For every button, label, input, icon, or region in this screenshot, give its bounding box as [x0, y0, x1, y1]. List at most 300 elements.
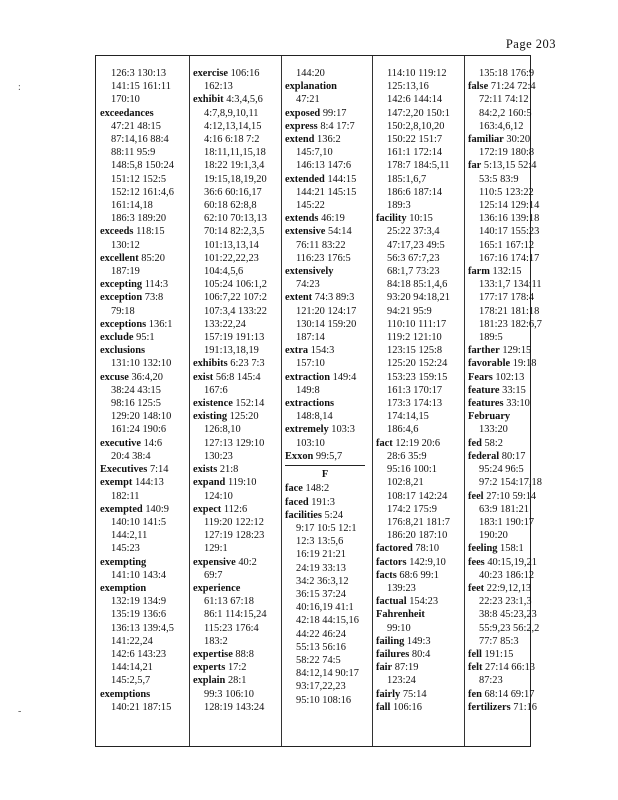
index-term: extremely [285, 424, 329, 436]
index-entry-continuation [376, 225, 450, 238]
page-line-refs: 174:14,15 [387, 411, 429, 423]
page-line-refs: 87:23 [479, 675, 503, 687]
page-line-refs: 191:3 [311, 496, 335, 508]
page-line-refs: 142:6 144:14 [387, 94, 443, 106]
index-term: felt [468, 662, 483, 674]
index-entry-continuation [468, 503, 542, 516]
page-line-refs: 85:20 [141, 252, 165, 264]
index-column-4 [376, 67, 450, 714]
page-line-refs: 17:2 [227, 662, 247, 674]
page-line-refs: 114:10 119:12 [387, 68, 447, 79]
page-line-refs: 47:21 [296, 94, 320, 106]
index-entry [100, 371, 174, 384]
page-line-refs: 5:24 [324, 509, 344, 521]
index-entry [100, 344, 174, 357]
page-line-refs: 191:15 [484, 648, 514, 660]
page-line-refs: 12:3 13:5,6 [296, 536, 344, 548]
index-entry-continuation [376, 331, 450, 344]
page-line-refs: 123:15 125:8 [387, 345, 443, 357]
page-line-refs: 130:12 [111, 239, 140, 251]
page-line-refs: 181:23 182:6,7 [479, 318, 542, 330]
index-entry [193, 476, 267, 489]
page-line-refs: 53:5 83:9 [479, 173, 519, 185]
index-entry [376, 648, 450, 661]
page-line-refs: 133:20 [479, 424, 508, 436]
index-entry [376, 212, 450, 225]
index-entry-continuation [285, 437, 365, 450]
index-entry-continuation [285, 93, 365, 106]
index-entry-continuation [100, 80, 174, 93]
page-line-refs: 141:10 143:4 [111, 569, 167, 581]
index-entry-continuation [100, 635, 174, 648]
page-line-refs: 112:6 [223, 503, 248, 515]
index-term: favorable [468, 358, 511, 370]
page-line-refs: 76:11 83:22 [296, 239, 346, 251]
index-term: exist [193, 371, 214, 383]
page-number: Page 203 [505, 37, 556, 51]
page-line-refs: 148:5,8 150:24 [111, 160, 174, 172]
page-line-refs: 84:2,2 160:5 [479, 107, 532, 119]
page-line-refs: 106:16 [230, 68, 260, 79]
index-entry-continuation [376, 199, 450, 212]
index-entry [468, 371, 542, 384]
index-entry-continuation [193, 318, 267, 331]
index-entry-continuation [285, 159, 365, 172]
index-entry-continuation [193, 516, 267, 529]
page-line-refs: 131:10 132:10 [111, 358, 172, 370]
page-line-refs: 119:2 121:10 [387, 332, 442, 344]
page-line-refs: 144:14,21 [111, 662, 153, 674]
index-term: fen [468, 688, 482, 700]
page-line-refs: 157:19 191:13 [204, 332, 265, 344]
page-line-refs: 186:3 189:20 [111, 213, 167, 225]
index-term: existence [193, 398, 233, 410]
page-line-refs: 153:23 159:15 [387, 371, 448, 383]
page-line-refs: 62:10 70:13,13 [204, 213, 267, 225]
page-line-refs: 93:17,22,23 [296, 681, 346, 693]
page-line-refs: 19:18 [512, 358, 537, 370]
page-line-refs: 161:3 170:17 [387, 384, 443, 396]
index-entry-continuation [193, 252, 267, 265]
index-entry-continuation [376, 186, 450, 199]
index-column-5 [468, 67, 542, 714]
index-entry [100, 556, 174, 569]
page-line-refs: 135:19 136:6 [111, 609, 167, 621]
index-entry-continuation [285, 331, 365, 344]
index-entry-continuation [100, 67, 174, 80]
index-term: factual [376, 596, 407, 608]
index-entry-continuation [193, 265, 267, 278]
index-entry-continuation [285, 318, 365, 331]
index-entry-continuation [376, 357, 450, 370]
page-line-refs: 182:11 [111, 490, 140, 502]
index-entry-continuation [100, 674, 174, 687]
index-term: familiar [468, 134, 504, 146]
index-entry-continuation [376, 93, 450, 106]
index-entry-continuation [100, 542, 174, 555]
page-line-refs: 145:22 [296, 200, 325, 212]
page-line-refs: 78:10 [415, 543, 440, 555]
page-line-refs: 140:21 187:15 [111, 701, 172, 713]
page-line-refs: 70:14 82:2,3,5 [204, 226, 265, 238]
page-line-refs: 136:16 139:18 [479, 213, 540, 225]
page-line-refs: 56:3 67:7,23 [387, 252, 440, 264]
index-entry [376, 661, 450, 674]
page-line-refs: 189:5 [479, 332, 503, 344]
index-entry-continuation [376, 397, 450, 410]
page-line-refs: 75:14 [402, 688, 427, 700]
index-entry [100, 291, 174, 304]
index-term: exposed [285, 107, 321, 119]
page-line-refs: 86:1 114:15,24 [204, 609, 267, 621]
index-term: far [468, 160, 482, 172]
index-entry [285, 344, 365, 357]
page-line-refs: 99:3 106:10 [204, 688, 254, 700]
index-term: explain [193, 675, 226, 687]
page-line-refs: 177:17 178:4 [479, 292, 535, 304]
index-term: Exxon [285, 450, 314, 462]
index-entry-continuation [468, 225, 542, 238]
index-term: fall [376, 701, 391, 713]
page-line-refs: 77:7 85:3 [479, 635, 519, 647]
index-entry-continuation [193, 278, 267, 291]
index-term: Fears [468, 371, 493, 383]
page-line-refs: 145:2,5,7 [111, 675, 151, 687]
index-term: expect [193, 503, 222, 515]
page-line-refs: 158:1 [500, 543, 524, 555]
index-entry-continuation [468, 199, 542, 212]
index-term: exception [100, 292, 143, 304]
page-line-refs: 102:8,21 [387, 477, 424, 489]
page-line-refs: 80:4 [411, 648, 431, 660]
index-entry-continuation [285, 186, 365, 199]
index-entry-continuation [468, 476, 542, 489]
index-entry-continuation [468, 107, 542, 120]
index-entry-continuation [285, 628, 365, 641]
index-term: extra [285, 345, 309, 357]
page-line-refs: 34:2 36:3,12 [296, 575, 349, 587]
index-term: facilities [285, 509, 322, 521]
index-term: face [285, 483, 303, 495]
index-entry-continuation [468, 278, 542, 291]
page-line-refs: 172:19 180:8 [479, 147, 535, 159]
index-term: features [468, 398, 504, 410]
index-entry [468, 384, 542, 397]
page-line-refs: 18:22 19:1,3,4 [204, 160, 265, 172]
index-term: expand [193, 477, 226, 489]
page-line-refs: 33:10 [506, 398, 530, 410]
index-entry-continuation [193, 80, 267, 93]
page-line-refs: 102:13 [495, 371, 525, 383]
page-line-refs: 173:3 174:13 [387, 398, 443, 410]
index-entry [193, 357, 267, 370]
margin-mark: : [18, 82, 21, 93]
index-entry [285, 291, 365, 304]
page-line-refs: 4:7,8,9,10,11 [204, 107, 259, 119]
index-term: failures [376, 648, 410, 660]
index-entry [285, 482, 365, 495]
page-line-refs: 4:3,4,5,6 [226, 94, 263, 106]
index-term: exempt [100, 477, 133, 489]
index-entry [468, 556, 542, 569]
page-line-refs: 95:1 [136, 332, 155, 344]
index-term: facts [376, 569, 397, 581]
index-entry-continuation [193, 146, 267, 159]
page-line-refs: 95:24 96:5 [479, 464, 524, 476]
index-entry-continuation [100, 450, 174, 463]
index-entry [285, 509, 365, 522]
index-entry [193, 67, 267, 80]
page-line-refs: 46:19 [321, 213, 345, 225]
page-line-refs: 24:19 33:13 [296, 562, 346, 574]
page-line-refs: 133:1,7 134:11 [479, 279, 542, 291]
index-term: extensively [285, 266, 334, 278]
index-entry [285, 265, 365, 278]
index-entry-continuation [100, 648, 174, 661]
index-entry-continuation [193, 450, 267, 463]
page-line-refs: 150:22 151:7 [387, 134, 443, 146]
index-term: exclude [100, 332, 134, 344]
page-line-refs: 132:15 [492, 266, 522, 278]
page-line-refs: 99:10 [387, 622, 411, 634]
index-entry-continuation [193, 239, 267, 252]
index-entry-continuation [376, 450, 450, 463]
index-entry-continuation [376, 120, 450, 133]
page-line-refs: 74:23 [296, 279, 320, 291]
index-entry [285, 397, 365, 410]
index-entry-continuation [285, 601, 365, 614]
index-term: exempted [100, 503, 143, 515]
index-entry-continuation [376, 133, 450, 146]
index-entry-continuation [193, 595, 267, 608]
index-term: February [468, 411, 511, 423]
page-line-refs: 108:17 142:24 [387, 490, 448, 502]
index-term: extended [285, 173, 325, 185]
index-entry-continuation [193, 186, 267, 199]
index-entry [285, 80, 365, 93]
page-line-refs: 88:8 [235, 648, 254, 660]
page-line-refs: 144:15 [327, 173, 357, 185]
page-line-refs: 170:10 [111, 94, 140, 106]
index-entry [193, 661, 267, 674]
page-line-refs: 178:7 184:5,11 [387, 160, 450, 172]
index-entry [193, 463, 267, 476]
page-line-refs: 9:17 10:5 12:1 [296, 522, 357, 534]
index-entry-continuation [376, 344, 450, 357]
index-entry-continuation [376, 423, 450, 436]
page-line-refs: 167:16 174:17 [479, 252, 540, 264]
index-term: factors [376, 556, 407, 568]
index-entry [376, 608, 450, 621]
page-line-refs: 145:23 [111, 543, 140, 555]
page-line-refs: 28:6 35:9 [387, 450, 427, 462]
index-entry [193, 503, 267, 516]
margin-mark: - [18, 706, 22, 717]
page-line-refs: 136:2 [317, 134, 341, 146]
page-line-refs: 8:4 17:7 [320, 120, 355, 132]
page-line-refs: 12:19 20:6 [395, 437, 441, 449]
index-entry-continuation [100, 595, 174, 608]
index-entry-continuation [468, 635, 542, 648]
page-line-refs: 63:9 181:21 [479, 503, 529, 515]
index-entry [468, 344, 542, 357]
page-line-refs: 178:21 181:18 [479, 305, 540, 317]
page-line-refs: 55:13 56:16 [296, 641, 346, 653]
page-line-refs: 36:6 60:16,17 [204, 186, 262, 198]
index-entry-continuation [285, 667, 365, 680]
page-line-refs: 125:13,16 [387, 81, 429, 93]
column-divider [464, 56, 465, 746]
index-entry [468, 450, 542, 463]
page-line-refs: 189:3 [387, 200, 411, 212]
index-entry-continuation [468, 595, 542, 608]
index-term: extends [285, 213, 319, 225]
page-line-refs: 68:6 99:1 [399, 569, 439, 581]
index-entry-continuation [193, 225, 267, 238]
index-entry-continuation [100, 516, 174, 529]
index-entry-continuation [285, 548, 365, 561]
index-entry-continuation [376, 80, 450, 93]
page-line-refs: 38:8 45:23,23 [479, 609, 537, 621]
index-entry-continuation [285, 146, 365, 159]
index-entry-continuation [193, 490, 267, 503]
page-line-refs: 187:14 [296, 332, 325, 344]
index-entry-continuation [285, 305, 365, 318]
index-term: extraction [285, 371, 331, 383]
index-entry [376, 688, 450, 701]
page-line-refs: 73:8 [144, 292, 164, 304]
index-entry-continuation [376, 265, 450, 278]
page-line-refs: 124:10 [204, 490, 233, 502]
page-line-refs: 119:20 122:12 [204, 516, 264, 528]
page-line-refs: 186:4,6 [387, 424, 419, 436]
index-entry-continuation [285, 654, 365, 667]
page-line-refs: 154:3 [310, 345, 335, 357]
index-entry [468, 410, 542, 423]
index-term: exemption [100, 582, 147, 594]
index-entry-continuation [468, 608, 542, 621]
index-entry-continuation [376, 410, 450, 423]
index-entry [468, 437, 542, 450]
index-term: extractions [285, 398, 335, 410]
page-line-refs: 104:4,5,6 [204, 266, 244, 278]
index-entry-continuation [285, 410, 365, 423]
page-line-refs: 71:24 72:4 [490, 81, 536, 93]
page-line-refs: 165:1 167:12 [479, 239, 535, 251]
index-entry-continuation [100, 490, 174, 503]
index-entry-continuation [376, 159, 450, 172]
page-line-refs: 61:13 67:18 [204, 596, 254, 608]
index-entry [193, 674, 267, 687]
index-term: exhibits [193, 358, 228, 370]
index-entry-continuation [100, 133, 174, 146]
index-entry-continuation [193, 569, 267, 582]
index-entry-continuation [100, 265, 174, 278]
index-entry-continuation [193, 212, 267, 225]
page-line-refs: 130:23 [204, 450, 233, 462]
index-entry [468, 661, 542, 674]
page-line-refs: 141:15 161:11 [111, 81, 171, 93]
page-line-refs: 162:13 [204, 81, 233, 93]
index-entry-continuation [468, 622, 542, 635]
page-line-refs: 145:7,10 [296, 147, 333, 159]
index-entry-continuation [376, 67, 450, 80]
page-line-refs: 68:14 69:17 [484, 688, 535, 700]
index-entry [376, 635, 450, 648]
index-entry-continuation [376, 476, 450, 489]
page-line-refs: 7:14 [149, 464, 169, 476]
page-line-refs: 140:9 [145, 503, 169, 515]
index-entry [468, 357, 542, 370]
page-line-refs: 38:24 43:15 [111, 384, 161, 396]
page-line-refs: 97:2 154:17,18 [479, 477, 542, 489]
page-line-refs: 80:17 [501, 450, 526, 462]
index-entry-continuation [193, 331, 267, 344]
page-line-refs: 135:18 176:9 [479, 68, 535, 79]
index-entry-continuation [376, 384, 450, 397]
page-line-refs: 103:3 [331, 424, 355, 436]
index-entry-continuation [193, 107, 267, 120]
index-term: extent [285, 292, 313, 304]
page-line-refs: 106:16 [393, 701, 422, 713]
page-line-refs: 87:19 [394, 662, 419, 674]
index-entry-continuation [100, 384, 174, 397]
index-entry-continuation [285, 562, 365, 575]
page-line-refs: 40:2 [238, 556, 257, 568]
page-line-refs: 136:1 [148, 318, 173, 330]
index-entry-continuation [193, 423, 267, 436]
index-entry [468, 582, 542, 595]
page-line-refs: 110:5 123:22 [479, 186, 534, 198]
page-line-refs: 185:1,6,7 [387, 173, 427, 185]
index-entry-continuation [100, 239, 174, 252]
page-line-refs: 154:23 [409, 596, 439, 608]
index-term: fees [468, 556, 485, 568]
page-line-refs: 56:8 145:4 [215, 371, 261, 383]
page-line-refs: 58:22 74:5 [296, 654, 341, 666]
index-term: Fahrenheit [376, 609, 425, 621]
page-line-refs: 144:21 145:15 [296, 186, 357, 198]
index-entry-continuation [100, 357, 174, 370]
page-line-refs: 148:8,14 [296, 411, 333, 423]
page-line-refs: 130:14 159:20 [296, 318, 357, 330]
index-entry [468, 80, 542, 93]
index-entry [285, 450, 365, 463]
index-entry-continuation [100, 661, 174, 674]
index-term: faced [285, 496, 309, 508]
page-line-refs: 22:23 23:1,3 [479, 596, 532, 608]
page-line-refs: 99:17 [322, 107, 347, 119]
page-line-refs: 27:10 59:14 [486, 490, 537, 502]
page-line-refs: 21:8 [219, 464, 239, 476]
index-entry-continuation [193, 542, 267, 555]
page-line-refs: 127:13 129:10 [204, 437, 265, 449]
index-term: feet [468, 582, 485, 594]
index-entry-continuation [285, 641, 365, 654]
page-line-refs: 54:14 [328, 226, 352, 238]
index-entry-continuation [285, 384, 365, 397]
index-entry-continuation [100, 397, 174, 410]
index-term: fertilizers [468, 701, 511, 713]
page-line-refs: 6:23 7:3 [230, 358, 265, 370]
index-term: explanation [285, 81, 337, 93]
index-entry-continuation [468, 93, 542, 106]
index-entry-continuation [193, 173, 267, 186]
page-line-refs: 74:3 89:3 [314, 292, 355, 304]
page-line-refs: 186:6 187:14 [387, 186, 443, 198]
column-divider [372, 56, 373, 746]
page-line-refs: 126:8,10 [204, 424, 241, 436]
